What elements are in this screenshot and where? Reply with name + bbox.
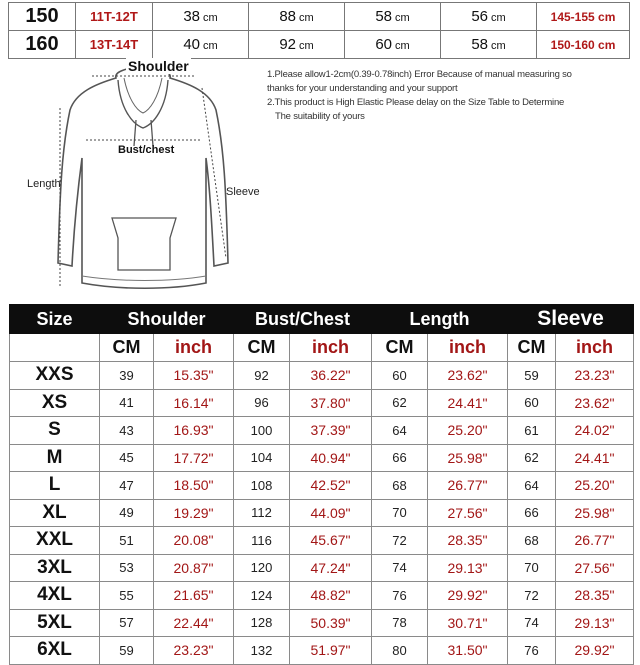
cell-shoulder-cm: 55 (100, 582, 154, 610)
cell-sleeve-in: 29.13" (556, 609, 634, 637)
kids-m1 (153, 31, 249, 59)
cell-bust-cm: 96 (234, 389, 290, 417)
cell-size: XXS (10, 362, 100, 390)
cell-shoulder-cm: 39 (100, 362, 154, 390)
cell-length-in: 23.62" (428, 362, 508, 390)
kids-age (76, 3, 153, 31)
kids-m3-value: 60 (375, 36, 392, 53)
cell-length-in: 27.56" (428, 499, 508, 527)
kids-m1 (153, 3, 249, 31)
cell-size: 4XL (10, 582, 100, 610)
kids-size-table (8, 2, 630, 59)
size-row (10, 444, 634, 472)
size-row (10, 637, 634, 665)
kids-m2 (249, 3, 345, 31)
kids-m2-value: 88 (279, 8, 296, 25)
cell-shoulder-cm: 49 (100, 499, 154, 527)
cell-length-in: 25.98" (428, 444, 508, 472)
cell-sleeve-in: 23.23" (556, 362, 634, 390)
cell-bust-cm: 92 (234, 362, 290, 390)
subheader-length-inch: inch (428, 334, 508, 362)
cell-bust-in: 45.67" (290, 527, 372, 555)
size-row (10, 362, 634, 390)
size-row (10, 582, 634, 610)
unit-cm: cm (395, 40, 410, 52)
cell-sleeve-in: 26.77" (556, 527, 634, 555)
size-chart-header (10, 305, 634, 334)
kids-age-value: 11T-12T (90, 9, 138, 24)
kids-height (9, 31, 76, 59)
cell-shoulder-in: 20.08" (154, 527, 234, 555)
cell-size: 6XL (10, 637, 100, 665)
header-size: Size (10, 305, 100, 334)
cell-sleeve-in: 29.92" (556, 637, 634, 665)
cell-sleeve-in: 24.02" (556, 417, 634, 445)
size-row (10, 417, 634, 445)
cell-bust-in: 44.09" (290, 499, 372, 527)
cell-shoulder-cm: 53 (100, 554, 154, 582)
cell-length-cm: 72 (372, 527, 428, 555)
cell-length-in: 26.77" (428, 472, 508, 500)
cell-shoulder-in: 16.93" (154, 417, 234, 445)
size-row (10, 609, 634, 637)
kids-range (537, 31, 630, 59)
cell-bust-in: 51.97" (290, 637, 372, 665)
cell-sleeve-in: 23.62" (556, 389, 634, 417)
cell-shoulder-in: 23.23" (154, 637, 234, 665)
cell-sleeve-cm: 76 (508, 637, 556, 665)
note-line-1: 1.Please allow1-2cm(0.39-0.78inch) Error Because of manual measuring so (267, 69, 572, 80)
cell-shoulder-in: 20.87" (154, 554, 234, 582)
note-line-2: thanks for your understanding and your support (267, 83, 458, 94)
subheader-bust-inch: inch (290, 334, 372, 362)
cell-length-cm: 64 (372, 417, 428, 445)
cell-length-cm: 68 (372, 472, 428, 500)
kids-m4-value: 58 (471, 36, 488, 53)
kids-age-value: 13T-14T (89, 37, 139, 52)
cell-length-in: 29.92" (428, 582, 508, 610)
cell-size: XL (10, 499, 100, 527)
cell-shoulder-in: 18.50" (154, 472, 234, 500)
header-shoulder: Shoulder (100, 305, 234, 334)
cell-sleeve-in: 24.41" (556, 444, 634, 472)
cell-shoulder-cm: 41 (100, 389, 154, 417)
cell-sleeve-in: 28.35" (556, 582, 634, 610)
cell-length-cm: 60 (372, 362, 428, 390)
length-label: Length (27, 178, 61, 190)
cell-shoulder-cm: 47 (100, 472, 154, 500)
size-row (10, 554, 634, 582)
cell-bust-cm: 128 (234, 609, 290, 637)
kids-range-value: 150-160 cm (550, 37, 616, 52)
cell-shoulder-cm: 59 (100, 637, 154, 665)
cell-length-cm: 78 (372, 609, 428, 637)
cell-bust-in: 36.22" (290, 362, 372, 390)
cell-shoulder-cm: 57 (100, 609, 154, 637)
note-line-3: 2.This product is High Elastic Please delay on the Size Table to Determine (267, 97, 565, 108)
cell-shoulder-in: 22.44" (154, 609, 234, 637)
cell-sleeve-cm: 61 (508, 417, 556, 445)
header-length: Length (372, 305, 508, 334)
kids-range (537, 3, 630, 31)
cell-length-in: 24.41" (428, 389, 508, 417)
header-sleeve: Sleeve (508, 305, 634, 334)
kids-row (9, 3, 630, 31)
cell-sleeve-cm: 74 (508, 609, 556, 637)
cell-sleeve-in: 27.56" (556, 554, 634, 582)
cell-bust-cm: 120 (234, 554, 290, 582)
cell-size: XS (10, 389, 100, 417)
shoulder-label: Shoulder (128, 58, 189, 74)
kids-range-value: 145-155 cm (550, 9, 616, 24)
kids-m4-value: 56 (471, 8, 488, 25)
cell-bust-cm: 132 (234, 637, 290, 665)
cell-bust-cm: 116 (234, 527, 290, 555)
subheader-shoulder-inch: inch (154, 334, 234, 362)
size-chart (9, 304, 634, 665)
cell-bust-in: 47.24" (290, 554, 372, 582)
cell-length-cm: 76 (372, 582, 428, 610)
cell-bust-cm: 104 (234, 444, 290, 472)
kids-m4 (441, 31, 537, 59)
subheader-shoulder-cm: CM (100, 334, 154, 362)
hoodie-diagram (20, 58, 270, 298)
kids-m3 (345, 31, 441, 59)
cell-length-cm: 62 (372, 389, 428, 417)
size-chart-body (10, 305, 634, 665)
header-bust: Bust/Chest (234, 305, 372, 334)
cell-shoulder-in: 21.65" (154, 582, 234, 610)
kids-height-value: 150 (25, 5, 59, 27)
kids-m3-value: 58 (375, 8, 392, 25)
cell-size: L (10, 472, 100, 500)
cell-sleeve-cm: 64 (508, 472, 556, 500)
cell-shoulder-in: 15.35" (154, 362, 234, 390)
cell-sleeve-cm: 60 (508, 389, 556, 417)
sleeve-label: Sleeve (226, 186, 260, 198)
cell-bust-cm: 100 (234, 417, 290, 445)
cell-shoulder-in: 17.72" (154, 444, 234, 472)
cell-bust-cm: 112 (234, 499, 290, 527)
unit-cm: cm (203, 12, 218, 24)
size-row (10, 472, 634, 500)
kids-m4 (441, 3, 537, 31)
cell-length-in: 29.13" (428, 554, 508, 582)
unit-cm: cm (395, 12, 410, 24)
unit-cm: cm (491, 40, 506, 52)
cell-shoulder-in: 19.29" (154, 499, 234, 527)
kids-m3 (345, 3, 441, 31)
cell-length-cm: 74 (372, 554, 428, 582)
cell-bust-cm: 108 (234, 472, 290, 500)
cell-bust-in: 40.94" (290, 444, 372, 472)
cell-shoulder-cm: 43 (100, 417, 154, 445)
cell-bust-in: 37.80" (290, 389, 372, 417)
unit-cm: cm (491, 12, 506, 24)
cell-length-in: 28.35" (428, 527, 508, 555)
cell-sleeve-cm: 70 (508, 554, 556, 582)
unit-cm: cm (299, 12, 314, 24)
subheader-blank (10, 334, 100, 362)
size-row (10, 527, 634, 555)
cell-length-cm: 80 (372, 637, 428, 665)
cell-bust-in: 42.52" (290, 472, 372, 500)
cell-shoulder-in: 16.14" (154, 389, 234, 417)
subheader-sleeve-inch: inch (556, 334, 634, 362)
cell-size: S (10, 417, 100, 445)
cell-shoulder-cm: 51 (100, 527, 154, 555)
cell-shoulder-cm: 45 (100, 444, 154, 472)
cell-sleeve-cm: 66 (508, 499, 556, 527)
subheader-length-cm: CM (372, 334, 428, 362)
cell-length-cm: 70 (372, 499, 428, 527)
cell-bust-in: 50.39" (290, 609, 372, 637)
cell-size: XXL (10, 527, 100, 555)
cell-sleeve-cm: 62 (508, 444, 556, 472)
size-row (10, 499, 634, 527)
kids-size-table-body (9, 3, 630, 59)
kids-age (76, 31, 153, 59)
cell-sleeve-in: 25.20" (556, 472, 634, 500)
subheader-bust-cm: CM (234, 334, 290, 362)
kids-height-value: 160 (25, 33, 59, 55)
cell-size: M (10, 444, 100, 472)
note-line-4: The suitability of yours (275, 111, 365, 122)
cell-size: 3XL (10, 554, 100, 582)
unit-cm: cm (299, 40, 314, 52)
cell-bust-in: 37.39" (290, 417, 372, 445)
unit-cm: cm (203, 40, 218, 52)
cell-size: 5XL (10, 609, 100, 637)
size-chart-subheader (10, 334, 634, 362)
bust-label: Bust/chest (118, 144, 175, 156)
cell-length-in: 30.71" (428, 609, 508, 637)
cell-sleeve-cm: 59 (508, 362, 556, 390)
kids-m1-value: 40 (183, 36, 200, 53)
cell-sleeve-cm: 72 (508, 582, 556, 610)
kids-m1-value: 38 (183, 8, 200, 25)
kids-m2 (249, 31, 345, 59)
subheader-sleeve-cm: CM (508, 334, 556, 362)
cell-length-in: 25.20" (428, 417, 508, 445)
measurement-notes (267, 68, 637, 124)
cell-sleeve-in: 25.98" (556, 499, 634, 527)
cell-length-cm: 66 (372, 444, 428, 472)
cell-sleeve-cm: 68 (508, 527, 556, 555)
kids-m2-value: 92 (279, 36, 296, 53)
kids-row (9, 31, 630, 59)
size-row (10, 389, 634, 417)
cell-length-in: 31.50" (428, 637, 508, 665)
cell-bust-cm: 124 (234, 582, 290, 610)
kids-height (9, 3, 76, 31)
cell-bust-in: 48.82" (290, 582, 372, 610)
